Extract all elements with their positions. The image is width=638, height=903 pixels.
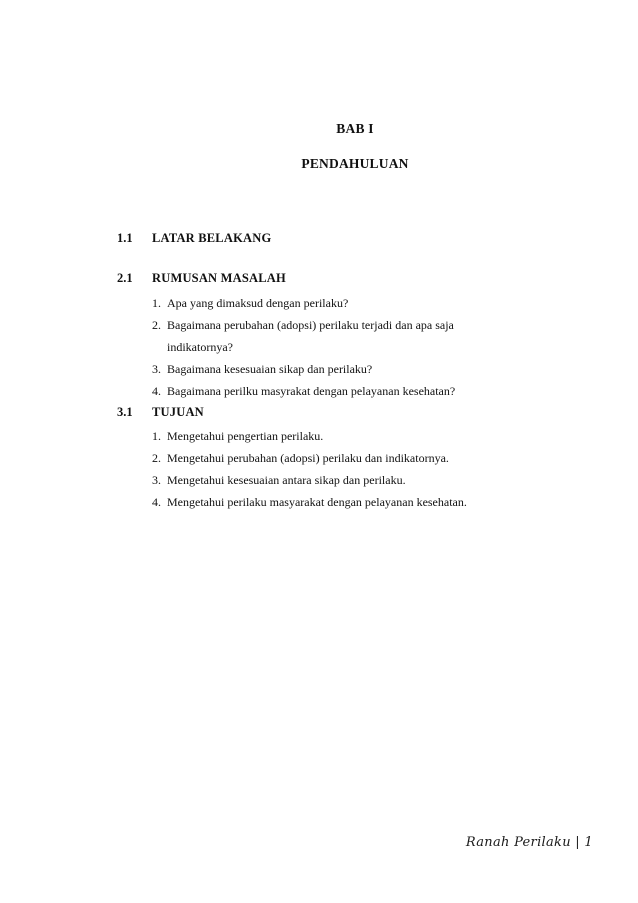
list-item-text: Mengetahui pengertian perilaku. <box>167 429 324 443</box>
list-item-text: Bagaimana perubahan (adopsi) perilaku terjadi dan apa saja <box>167 318 454 332</box>
list-item <box>152 384 455 399</box>
list-item <box>152 429 323 444</box>
chapter-label: BAB I <box>336 121 374 136</box>
page-footer: Ranah Perilaku | 1 <box>465 835 593 850</box>
section-number: 3.1 <box>117 405 133 419</box>
list-item-text: Mengetahui perubahan (adopsi) perilaku dan indikatornya. <box>167 451 449 465</box>
section-title-latar-belakang: LATAR BELAKANG <box>152 231 272 245</box>
section-number: 1.1 <box>117 231 133 245</box>
list-item <box>152 318 454 333</box>
list-item-text: Mengetahui kesesuaian antara sikap dan perilaku. <box>167 473 406 487</box>
list-item <box>152 451 449 466</box>
list-item-text: Mengetahui perilaku masyarakat dengan pelayanan kesehatan. <box>167 495 467 509</box>
list-item-number: 2. <box>152 451 161 465</box>
list-item-number: 2. <box>152 318 161 332</box>
section-title-tujuan: TUJUAN <box>152 405 204 419</box>
list-item <box>152 362 372 377</box>
list-item-text: Bagaimana perilku masyrakat dengan pelayanan kesehatan? <box>167 384 456 398</box>
list-item-number: 1. <box>152 296 161 310</box>
list-item <box>152 495 467 510</box>
chapter-title: PENDAHULUAN <box>301 156 409 171</box>
list-item-continuation: indikatornya? <box>167 340 233 354</box>
list-item <box>152 473 406 488</box>
list-item-text: Apa yang dimaksud dengan perilaku? <box>167 296 349 310</box>
list-item-number: 1. <box>152 429 161 443</box>
section-title-rumusan-masalah: RUMUSAN MASALAH <box>152 271 286 285</box>
section-number: 2.1 <box>117 271 133 285</box>
list-item-number: 4. <box>152 495 161 509</box>
list-item-text: Bagaimana kesesuaian sikap dan perilaku? <box>167 362 373 376</box>
list-item <box>152 296 348 311</box>
list-item-number: 3. <box>152 473 161 487</box>
list-item-number: 4. <box>152 384 161 398</box>
list-item-number: 3. <box>152 362 161 376</box>
